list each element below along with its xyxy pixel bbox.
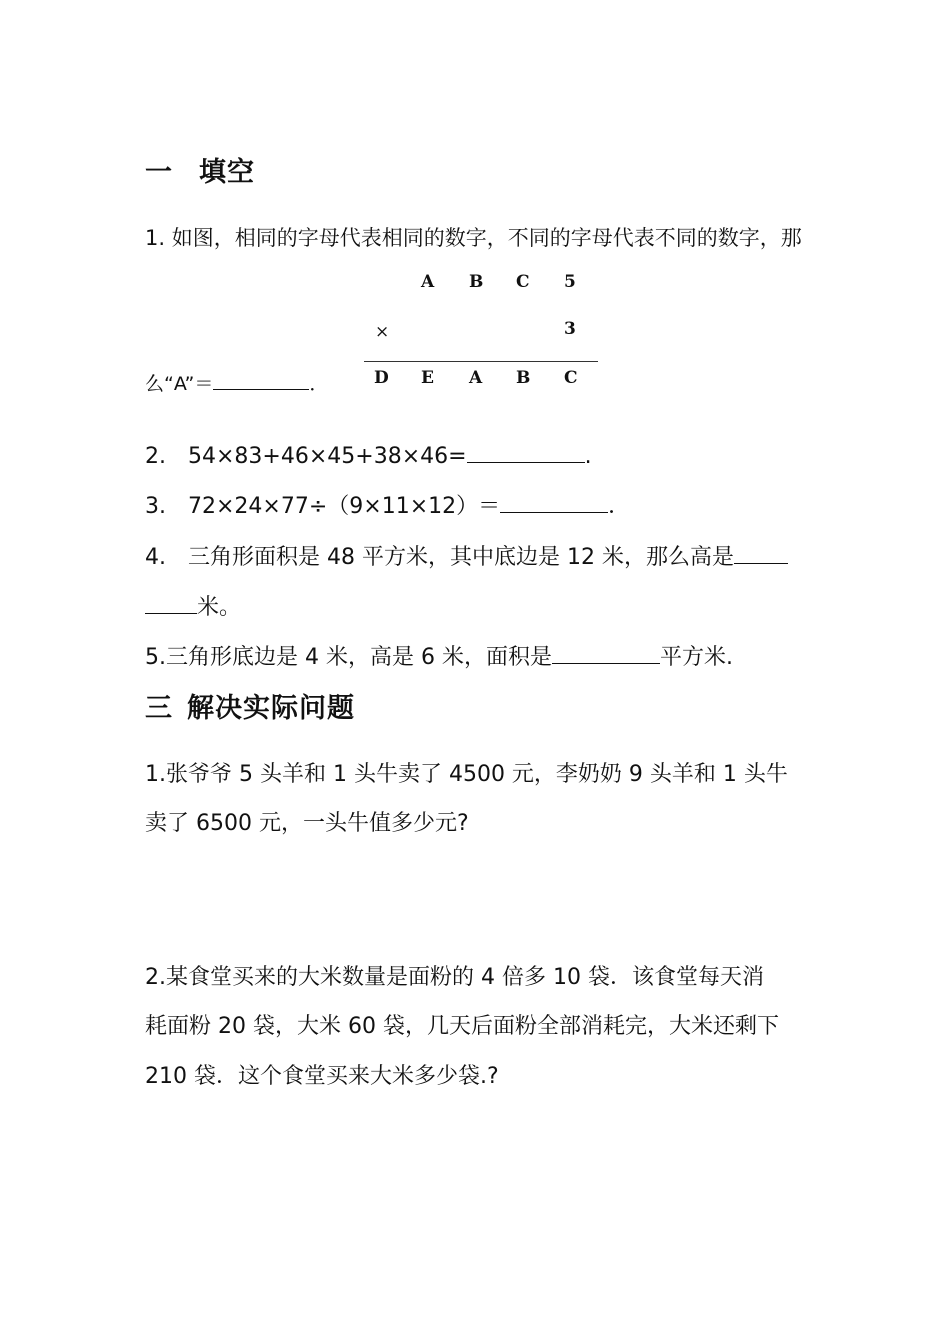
q1-text-line2: 么“A”＝ ． xyxy=(145,373,329,395)
puzzle-digit: A xyxy=(469,368,483,388)
puzzle-digit: C xyxy=(564,368,578,388)
section-3-title: 解决实际问题 xyxy=(187,693,355,724)
section-1-number: 一 xyxy=(145,157,173,188)
puzzle-digit: B xyxy=(469,272,484,292)
q2-answer-blank[interactable] xyxy=(467,461,585,463)
puzzle-digit: E xyxy=(421,368,434,388)
q3-answer-blank[interactable] xyxy=(500,511,608,513)
section-1-title: 填空 xyxy=(199,157,255,188)
q1-text-line1: 1. 如图，相同的字母代表相同的数字，不同的字母代表不同的数字，那 xyxy=(145,226,802,250)
puzzle-digit: B xyxy=(516,368,531,388)
q1-answer-blank[interactable] xyxy=(213,388,309,390)
puzzle-digit: A xyxy=(421,272,435,292)
puzzle-times-sign: × xyxy=(375,322,390,342)
problem-1-line1: 1.张爷爷 5 头羊和 1 头牛卖了 4500 元，李奶奶 9 头羊和 1 头牛 xyxy=(145,762,788,787)
section-3-heading xyxy=(145,686,355,725)
q4-answer-blank-part2[interactable] xyxy=(145,612,197,614)
q5-answer-blank[interactable] xyxy=(552,662,660,664)
q5-text: 5.三角形底边是 4 米，高是 6 米，面积是 平方米. xyxy=(145,645,733,670)
puzzle-rule xyxy=(364,361,598,362)
section-1-heading xyxy=(145,150,255,189)
puzzle-multiplier: 3 xyxy=(564,319,576,339)
q2-text: 2. 54×83+46×45+38×46= . xyxy=(145,444,592,469)
problem-1-line2: 卖了 6500 元，一头牛值多少元? xyxy=(145,811,469,836)
problem-2-line3: 210 袋．这个食堂买来大米多少袋.? xyxy=(145,1064,499,1089)
problem-2-line1: 2.某食堂买来的大米数量是面粉的 4 倍多 10 袋．该食堂每天消 xyxy=(145,965,764,990)
q4-text-line1: 4. 三角形面积是 48 平方米，其中底边是 12 米，那么高是 xyxy=(145,540,788,571)
puzzle-digit: C xyxy=(516,272,530,292)
section-3-number: 三 xyxy=(145,693,173,724)
puzzle-digit: D xyxy=(374,368,389,388)
problem-2-line2: 耗面粉 20 袋，大米 60 袋，几天后面粉全部消耗完，大米还剩下 xyxy=(145,1014,779,1039)
q4-text-line2: 米。 xyxy=(145,590,241,621)
q4-answer-blank-part1[interactable] xyxy=(734,562,788,564)
q3-text: 3. 72×24×77÷（9×11×12）＝ ． xyxy=(145,494,631,519)
puzzle-digit: 5 xyxy=(564,272,576,292)
